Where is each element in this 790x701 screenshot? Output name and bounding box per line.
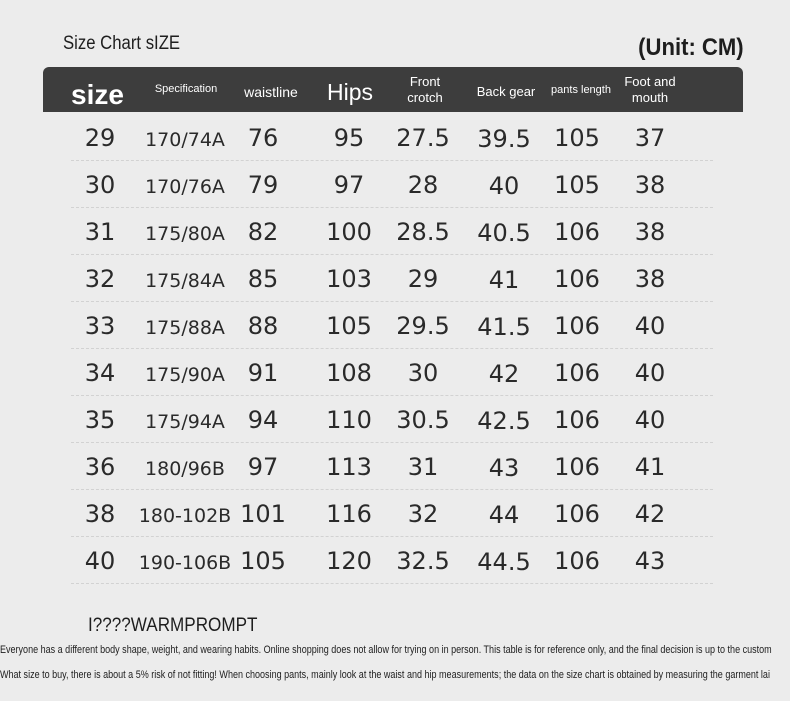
cell-foot: 40 — [634, 358, 666, 387]
cell-hips: 105 — [326, 311, 372, 340]
cell-back: 44 — [488, 500, 520, 529]
cell-waist: 97 — [247, 452, 279, 481]
cell-foot: 40 — [634, 311, 666, 340]
chart-title: Size Chart sIZE — [63, 33, 181, 54]
cell-pants: 106 — [554, 499, 600, 528]
cell-waist: 79 — [247, 170, 279, 199]
header-waistline: waistline — [244, 84, 298, 101]
cell-waist: 105 — [240, 546, 286, 575]
cell-spec: 175/90A — [145, 363, 225, 386]
cell-waist: 82 — [247, 217, 279, 246]
table-row — [43, 490, 743, 537]
cell-front: 29 — [407, 264, 439, 293]
header-pants-length: pants length — [551, 84, 611, 97]
cell-hips: 110 — [326, 405, 372, 434]
cell-pants: 106 — [554, 311, 600, 340]
cell-size: 31 — [84, 217, 116, 246]
header-foot-mouth — [621, 67, 679, 112]
cell-size: 34 — [84, 358, 116, 387]
cell-foot: 38 — [634, 170, 666, 199]
cell-hips: 103 — [326, 264, 372, 293]
cell-size: 29 — [84, 123, 116, 152]
cell-size: 32 — [84, 264, 116, 293]
cell-size: 35 — [84, 405, 116, 434]
note-line-2: What size to buy, there is about a 5% risk of not fitting! When choosing pants, mainly look at the waist and hip measurements; the data on the size chart is obtained by measuring the garment lai — [0, 669, 770, 681]
cell-front: 30.5 — [396, 405, 450, 434]
cell-size: 38 — [84, 499, 116, 528]
cell-foot: 42 — [634, 499, 666, 528]
cell-back: 40.5 — [477, 218, 531, 247]
cell-spec: 175/88A — [145, 316, 225, 339]
cell-size: 33 — [84, 311, 116, 340]
table-row — [43, 255, 743, 302]
unit-label: (Unit: CM) — [638, 34, 744, 61]
table-header — [43, 67, 743, 112]
header-size: size — [71, 78, 124, 110]
cell-hips: 113 — [326, 452, 372, 481]
cell-back: 41 — [488, 265, 520, 294]
cell-front: 32.5 — [396, 546, 450, 575]
cell-pants: 105 — [554, 123, 600, 152]
cell-waist: 85 — [247, 264, 279, 293]
cell-back: 41.5 — [477, 312, 531, 341]
cell-front: 32 — [407, 499, 439, 528]
cell-pants: 106 — [554, 546, 600, 575]
cell-hips: 120 — [326, 546, 372, 575]
cell-front: 28 — [407, 170, 439, 199]
header-hips: Hips — [326, 78, 373, 105]
cell-back: 42.5 — [477, 406, 531, 435]
table-row — [43, 537, 743, 584]
header-front-crotch — [395, 67, 455, 112]
table-row — [43, 114, 743, 161]
cell-hips: 95 — [333, 123, 365, 152]
cell-spec: 175/80A — [145, 222, 225, 245]
cell-pants: 105 — [554, 170, 600, 199]
size-table-body — [43, 114, 743, 584]
cell-size: 36 — [84, 452, 116, 481]
table-row — [43, 443, 743, 490]
cell-back: 43 — [488, 453, 520, 482]
cell-pants: 106 — [554, 358, 600, 387]
cell-front: 31 — [407, 452, 439, 481]
cell-hips: 108 — [326, 358, 372, 387]
cell-back: 39.5 — [477, 124, 531, 153]
cell-foot: 38 — [634, 264, 666, 293]
cell-spec: 170/74A — [145, 128, 225, 151]
cell-back: 44.5 — [477, 547, 531, 576]
cell-spec: 180-102B — [138, 504, 232, 527]
cell-front: 29.5 — [396, 311, 450, 340]
cell-front: 27.5 — [396, 123, 450, 152]
cell-waist: 94 — [247, 405, 279, 434]
cell-waist: 88 — [247, 311, 279, 340]
cell-pants: 106 — [554, 405, 600, 434]
cell-pants: 106 — [554, 264, 600, 293]
header-front-line1: Front — [409, 73, 441, 89]
header-specification: Specification — [154, 82, 218, 95]
warm-prompt-heading: I????WARMPROMPT — [88, 615, 258, 636]
header-back-gear: Back gear — [476, 83, 536, 99]
cell-waist: 76 — [247, 123, 279, 152]
cell-front: 28.5 — [396, 217, 450, 246]
cell-front: 30 — [407, 358, 439, 387]
table-row — [43, 396, 743, 443]
cell-foot: 38 — [634, 217, 666, 246]
cell-spec: 170/76A — [145, 175, 225, 198]
table-row — [43, 349, 743, 396]
header-foot-line2: mouth — [631, 89, 669, 105]
cell-size: 30 — [84, 170, 116, 199]
cell-waist: 101 — [240, 499, 286, 528]
table-row — [43, 208, 743, 255]
header-foot-line1: Foot and — [624, 73, 676, 89]
cell-hips: 116 — [326, 499, 372, 528]
cell-hips: 100 — [326, 217, 372, 246]
cell-pants: 106 — [554, 452, 600, 481]
cell-spec: 175/84A — [145, 269, 225, 292]
cell-hips: 97 — [333, 170, 365, 199]
header-front-line2: crotch — [407, 89, 443, 105]
cell-pants: 106 — [554, 217, 600, 246]
table-row — [43, 161, 743, 208]
cell-size: 40 — [84, 546, 116, 575]
cell-spec: 180/96B — [145, 457, 225, 480]
cell-back: 40 — [488, 171, 520, 200]
cell-foot: 40 — [634, 405, 666, 434]
note-line-1: Everyone has a different body shape, weight, and wearing habits. Online shopping does not allow for trying on in person. This table is for reference only, and the final decision is up to the custom — [0, 644, 772, 656]
cell-foot: 41 — [634, 452, 666, 481]
cell-foot: 37 — [634, 123, 666, 152]
cell-spec: 175/94A — [145, 410, 225, 433]
cell-waist: 91 — [247, 358, 279, 387]
cell-back: 42 — [488, 359, 520, 388]
table-row — [43, 302, 743, 349]
cell-foot: 43 — [634, 546, 666, 575]
cell-spec: 190-106B — [138, 551, 232, 574]
